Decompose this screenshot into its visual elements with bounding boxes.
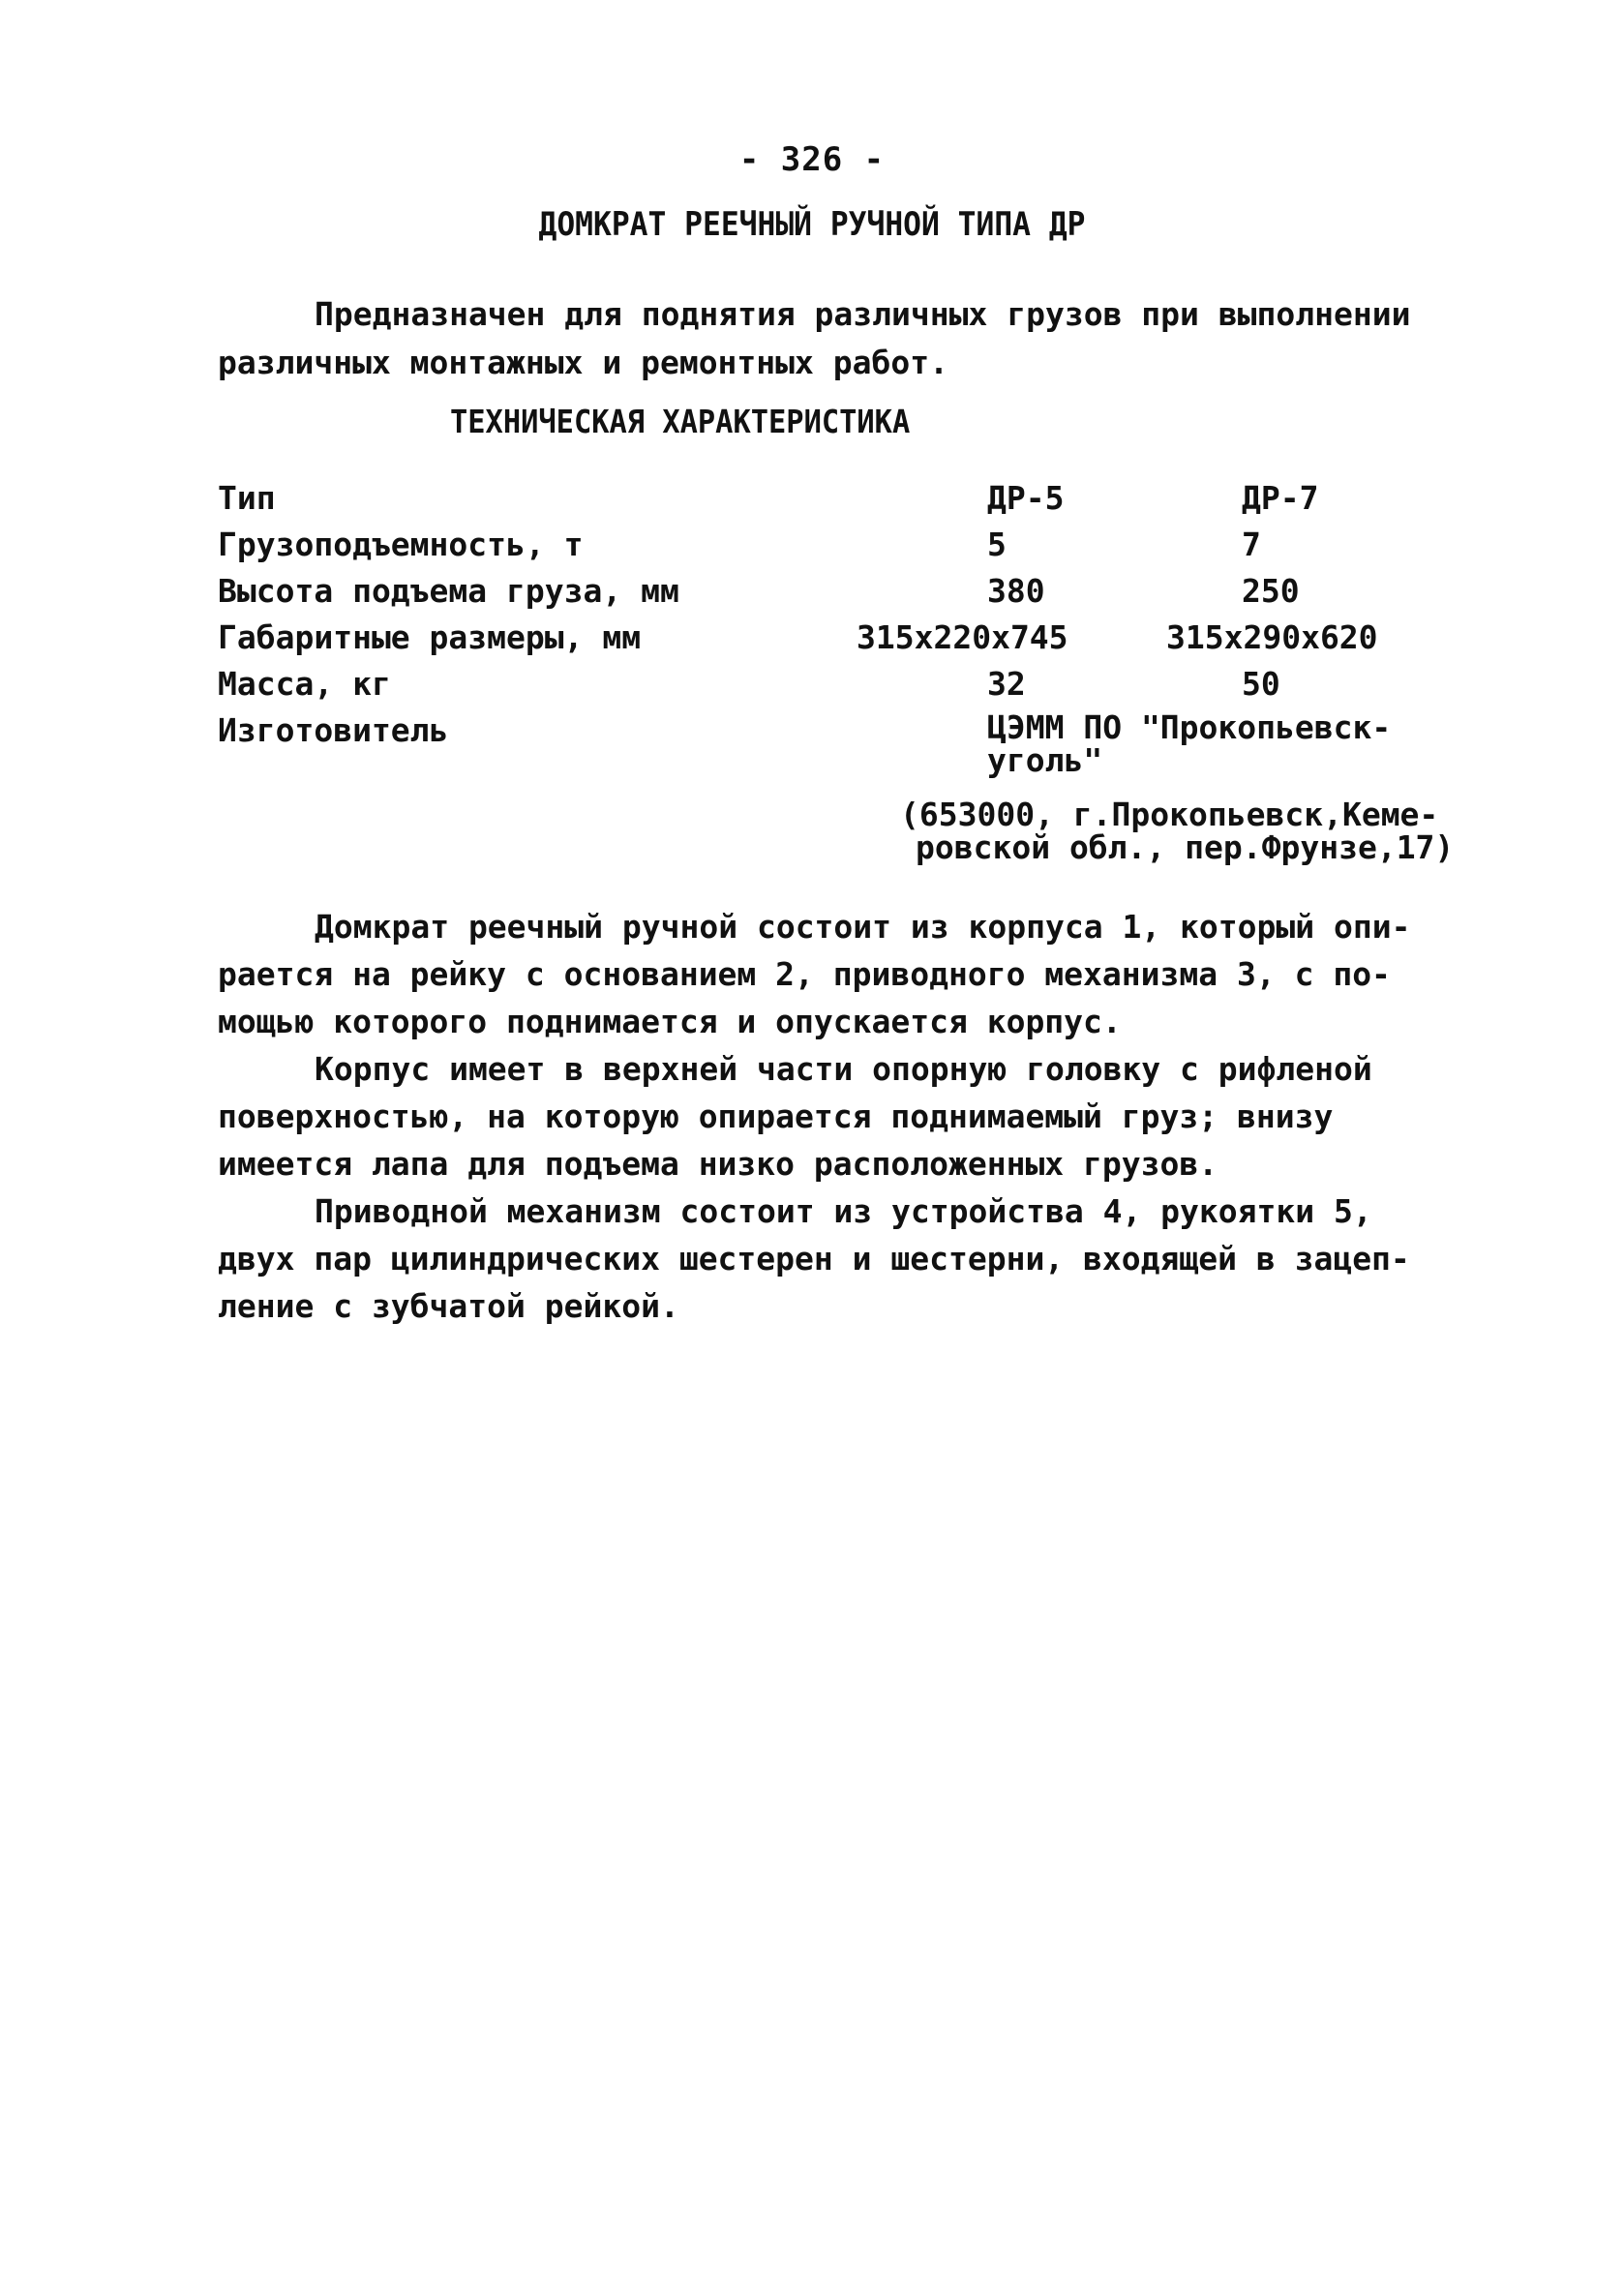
spec-row-lift-height bbox=[218, 572, 1476, 618]
spec-table bbox=[218, 479, 1476, 779]
address-line-2: ровской обл., пер.Фрунзе,17) bbox=[916, 828, 1455, 866]
spec-value-dr5: ДР-5 bbox=[987, 479, 1065, 517]
spec-label: Тип bbox=[218, 479, 276, 517]
intro-paragraph bbox=[218, 290, 1476, 387]
spec-value-dr5: 32 bbox=[987, 665, 1026, 703]
spec-label: Высота подъема груза, мм bbox=[218, 572, 679, 610]
description-body bbox=[218, 903, 1476, 1330]
paragraph-structure bbox=[218, 903, 1476, 1045]
spec-heading: ТЕХНИЧЕСКАЯ ХАРАКТЕРИСТИКА bbox=[450, 403, 911, 440]
spec-label: Масса, кг bbox=[218, 665, 391, 703]
spec-value-dr7: 315x290x620 bbox=[1166, 618, 1378, 656]
spec-label: Грузоподъемность, т bbox=[218, 526, 584, 563]
text-line: Корпус имеет в верхней части опорную головку с рифленой bbox=[315, 1050, 1372, 1088]
spec-label: Изготовитель bbox=[218, 711, 449, 749]
spec-value-dr5: 315x220x745 bbox=[857, 618, 1068, 656]
spec-row-capacity bbox=[218, 526, 1476, 572]
manufacturer-line-1: ЦЭММ ПО "Прокопьевск- bbox=[987, 708, 1392, 746]
text-line: рается на рейку с основанием 2, приводного механизма 3, с по- bbox=[218, 955, 1391, 993]
text-line: поверхностью, на которую опирается поднимаемый груз; внизу bbox=[218, 1097, 1334, 1135]
text-line: Домкрат реечный ручной состоит из корпуса 1, который опи- bbox=[315, 908, 1411, 946]
spec-row-dimensions bbox=[218, 618, 1476, 665]
spec-value-dr5: 380 bbox=[987, 572, 1045, 610]
spec-value-dr7: 250 bbox=[1242, 572, 1300, 610]
address-line-1: (653000, г.Прокопьевск,Кеме- bbox=[900, 796, 1439, 833]
text-line: Приводной механизм состоит из устройства 4, рукоятки 5, bbox=[315, 1192, 1372, 1230]
text-line: двух пар цилиндрических шестерен и шестерни, входящей в зацеп- bbox=[218, 1240, 1410, 1278]
spec-value-dr7: 50 bbox=[1242, 665, 1280, 703]
manufacturer-name bbox=[987, 708, 1529, 779]
spec-row-mass bbox=[218, 665, 1476, 711]
text-line: мощью которого поднимается и опускается корпус. bbox=[218, 1003, 1122, 1040]
spec-value-dr5: 5 bbox=[987, 526, 1007, 563]
spec-row-manufacturer bbox=[218, 708, 1476, 779]
text-line: ление с зубчатой рейкой. bbox=[218, 1287, 679, 1325]
text-line: имеется лапа для подъема низко расположенных грузов. bbox=[218, 1145, 1218, 1183]
paragraph-drive bbox=[218, 1188, 1476, 1330]
page-number: - 326 - bbox=[738, 140, 886, 179]
spec-label: Габаритные размеры, мм bbox=[218, 618, 642, 656]
intro-line-1: Предназначен для поднятия различных грузов при выполнении bbox=[315, 295, 1411, 333]
document-title: ДОМКРАТ РЕЕЧНЫЙ РУЧНОЙ ТИПА ДР bbox=[538, 205, 1086, 244]
spec-row-type bbox=[218, 479, 1476, 526]
spec-value-dr7: ДР-7 bbox=[1242, 479, 1319, 517]
intro-line-2: различных монтажных и ремонтных работ. bbox=[218, 344, 948, 381]
manufacturer-address bbox=[900, 798, 1454, 864]
paragraph-body bbox=[218, 1045, 1476, 1188]
manufacturer-line-2: уголь" bbox=[987, 741, 1103, 779]
spec-value-dr7: 7 bbox=[1242, 526, 1261, 563]
